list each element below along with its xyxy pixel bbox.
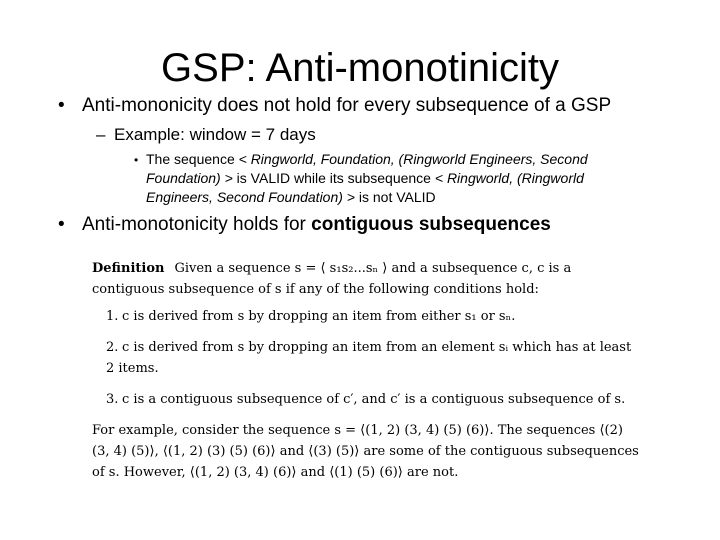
- subsequence-invalid: < Ringworld, (Ringworld Engineers, Second Foundation) >: [146, 170, 584, 205]
- definition-conditions: [92, 306, 642, 410]
- bullet-2-text: [82, 213, 702, 237]
- bullet-1-text: Anti-mononicity does not hold for every subsequence of a GSP: [82, 95, 612, 116]
- slide-title: GSP: Anti-monotinicity: [161, 46, 559, 90]
- bullet-2-bold: contiguous subsequences: [311, 214, 551, 235]
- sub-bullet-example: [96, 124, 316, 146]
- condition-text: c is derived from s by dropping an item from an element sᵢ which has at least 2 items.: [106, 340, 632, 376]
- sequence-suffix: is not VALID: [354, 189, 436, 205]
- definition-label: Definition: [92, 261, 165, 276]
- condition-text: c is derived from s by dropping an item from either s₁ or sₙ.: [122, 309, 516, 324]
- bullet-icon: •: [58, 214, 65, 235]
- definition-example: For example, consider the sequence s = ⟨(1, 2) (3, 4) (5) (6)⟩. The sequences ⟨(2) (3, 4) (5)⟩, ⟨(1, 2) (3) (5) (6)⟩ and ⟨(3) (5)⟩ are some of the contiguous subsequences of s. However, ⟨(1, 2) (3, 4) (6)⟩ and ⟨(1) (5) (6)⟩ are not.: [92, 423, 639, 480]
- definition-intro: [92, 258, 642, 300]
- dash-icon: –: [96, 125, 106, 144]
- definition-intro-text: Given a sequence s = ⟨ s₁s₂...sₙ ⟩ and a subsequence c, c is a contiguous subsequence of s if any of the following conditions hold:: [92, 261, 572, 297]
- example-text: Example: window = 7 days: [114, 125, 316, 144]
- bullet-icon: •: [58, 95, 65, 116]
- condition-item: [92, 389, 642, 410]
- definition-block: [92, 258, 642, 483]
- sequence-mid: is VALID while its subsequence: [232, 170, 435, 186]
- sequence-prefix: The sequence: [146, 151, 239, 167]
- condition-item: [92, 337, 642, 379]
- condition-text: c is a contiguous subsequence of c′, and c′ is a contiguous subsequence of s.: [122, 392, 626, 407]
- condition-item: [92, 306, 642, 327]
- sequence-valid: < Ringworld, Foundation, (Ringworld Engineers, Second Foundation) >: [146, 151, 588, 186]
- bullet-2-plain: Anti-monotonicity holds for: [82, 214, 312, 235]
- small-bullet-icon: •: [134, 153, 139, 167]
- condition-number: 2.: [106, 340, 119, 355]
- sequence-example-text: [146, 150, 646, 207]
- condition-number: 3.: [106, 392, 119, 407]
- condition-number: 1.: [106, 309, 119, 324]
